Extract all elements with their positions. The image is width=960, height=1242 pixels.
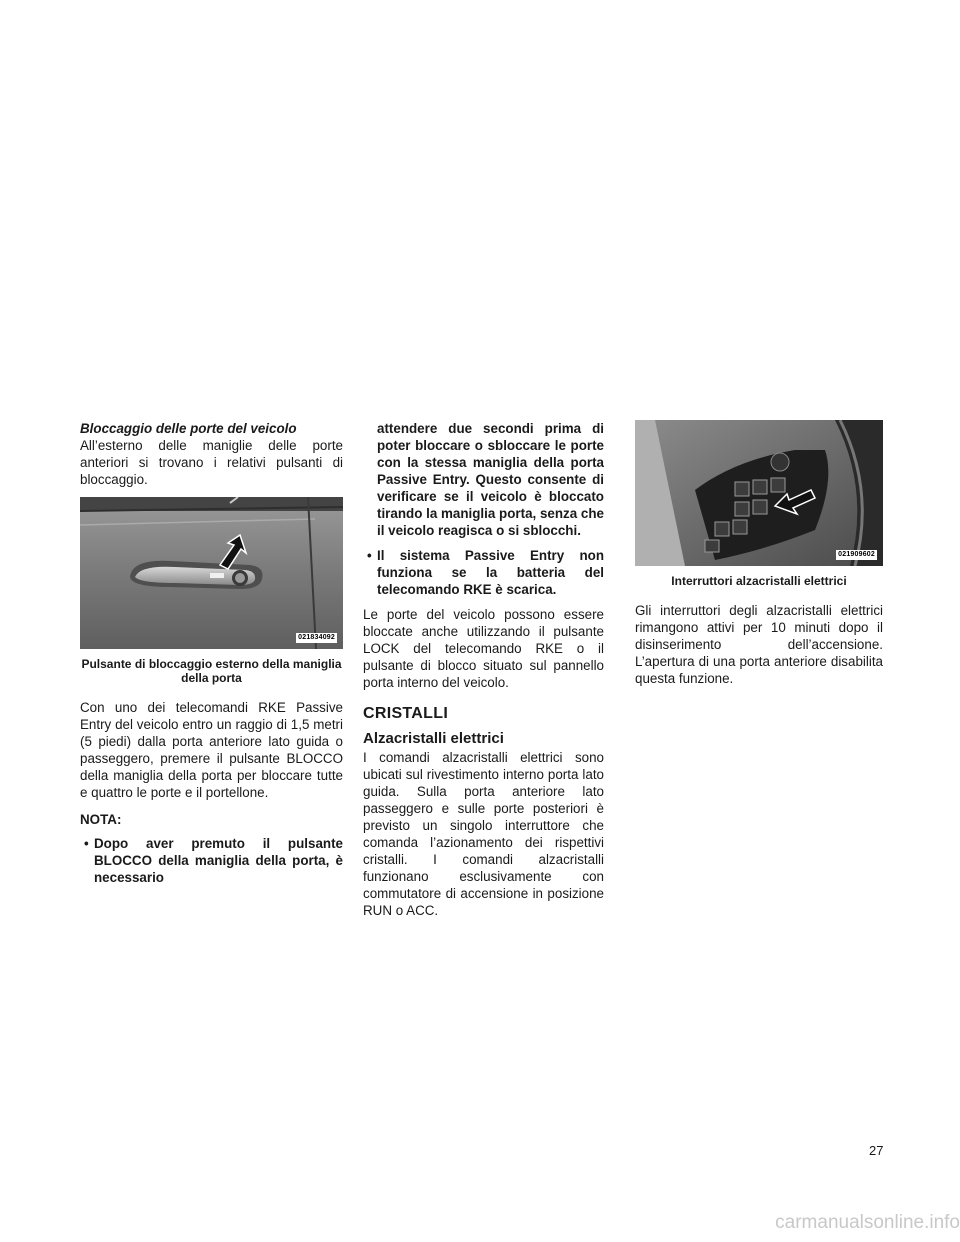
note-label: NOTA:: [80, 812, 122, 827]
column-1: [80, 420, 343, 894]
bullet-text: Dopo aver premuto il pulsante BLOCCO della maniglia della porta, è necessario: [94, 836, 343, 885]
figure-window-switches: [635, 420, 883, 566]
bullet-item: [80, 835, 343, 886]
body-paragraph-lock: Le porte del veicolo possono essere bloccate anche utilizzando il pulsante LOCK del telecomando RKE o il pulsante di blocco situato sul pannello porta interno del veicolo.: [363, 607, 604, 690]
intro-paragraph: All’esterno delle maniglie delle porte anteriori si trovano i relativi pulsanti di bloccaggio.: [80, 438, 343, 487]
section-subheading: Alzacristalli elettrici: [363, 730, 504, 747]
bullet-symbol: •: [367, 548, 372, 563]
column-2: [363, 420, 604, 929]
column-3: [635, 420, 883, 697]
bullet-text: Il sistema Passive Entry non funziona se la batteria del telecomando RKE è scarica.: [377, 548, 604, 597]
bullet-item-continued: [363, 420, 604, 539]
watermark: carmanualsonline.info: [775, 1212, 960, 1233]
figure-door-handle: [80, 497, 343, 649]
figure-caption: Interruttori alzacristalli elettrici: [671, 574, 847, 588]
figure-code: 021909602: [838, 551, 875, 558]
body-paragraph-windows: I comandi alzacristalli elettrici sono ubicati sul rivestimento interno porta lato guida. Sulla porta anteriore lato passeggero e sulle porte posteriori è previsto un singolo interruttore che comanda l’azionamento dei rispettivi cristalli. I comandi alzacristalli funzionano esclusivamente con commutatore di accensione in posizione RUN o ACC.: [363, 750, 604, 918]
body-paragraph-passive-entry: Con uno dei telecomandi RKE Passive Entry del veicolo entro un raggio di 1,5 metri (5 piedi) dalla porta anteriore lato guida o passeggero, premere il pulsante BLOCCO della maniglia della porta per bloccare tutte e quattro le porte e il portellone.: [80, 700, 343, 800]
bullet-item: [363, 547, 604, 598]
page-number: 27: [869, 1143, 884, 1158]
door-handle-illustration: [80, 497, 343, 649]
bullet-symbol: •: [84, 836, 89, 851]
bullet-text: attendere due secondi prima di poter bloccare o sbloccare le porte con la stessa maniglia della porta Passive Entry. Questo consente di verificare se il veicolo è bloccato tirando la maniglia porta, senza che il veicolo reagisca o si sblocchi.: [377, 421, 604, 538]
body-paragraph-switch-timeout: Gli interruttori degli alzacristalli elettrici rimangono attivi per 10 minuti dopo il disinserimento dell’accensione. L’apertura di una porta anteriore disabilita questa funzione.: [635, 603, 883, 686]
figure-code: 021834092: [298, 634, 335, 641]
figure-caption: Pulsante di bloccaggio esterno della maniglia della porta: [81, 657, 342, 685]
window-switches-illustration: [635, 420, 883, 566]
section-heading: CRISTALLI: [363, 705, 449, 722]
sub-heading-door-locking: Bloccaggio delle porte del veicolo: [80, 421, 297, 436]
